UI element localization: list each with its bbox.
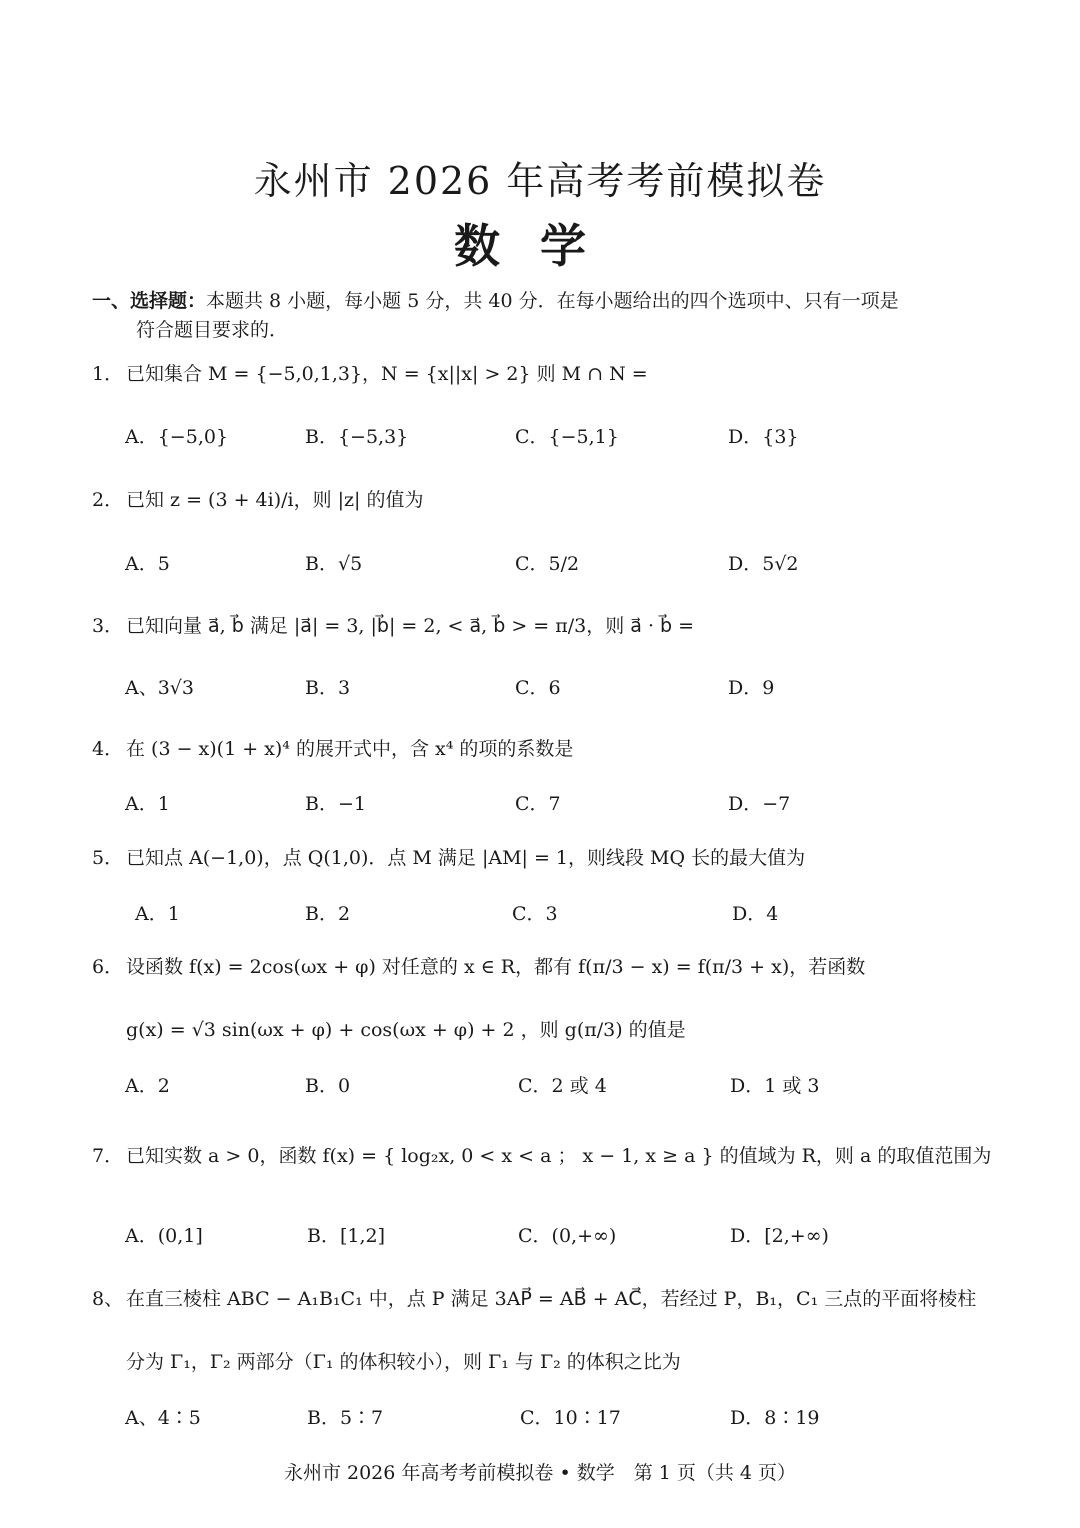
section-instructions-cont: 符合题目要求的． bbox=[136, 319, 289, 341]
option-c: C．10∶17 bbox=[520, 1407, 621, 1429]
option-a: A、4∶5 bbox=[125, 1407, 201, 1429]
page-footer: 永州市 2026 年高考考前模拟卷 • 数学 第 1 页（共 4 页） bbox=[283, 1462, 797, 1484]
option-a: A．(0,1] bbox=[125, 1225, 203, 1247]
question-stem: 已知 z = (3 + 4i)/i，则 |z| 的值为 bbox=[126, 489, 424, 511]
question-number: 3． bbox=[92, 615, 124, 637]
question-8-cont: 分为 Γ₁，Γ₂ 两部分（Γ₁ 的体积较小），则 Γ₁ 与 Γ₂ 的体积之比为 bbox=[126, 1351, 681, 1373]
option-d: D．1 或 3 bbox=[730, 1075, 820, 1097]
question-number: 8、 bbox=[92, 1288, 124, 1310]
exam-title: 永州市 2026 年高考考前模拟卷 bbox=[253, 159, 827, 203]
option-a: A、3√3 bbox=[125, 677, 195, 699]
question-4 bbox=[92, 735, 1012, 763]
option-b: B．−1 bbox=[305, 793, 366, 815]
section-heading bbox=[92, 287, 992, 345]
option-a: A．1 bbox=[135, 903, 180, 925]
option-b: B．0 bbox=[305, 1075, 351, 1097]
question-number: 4． bbox=[92, 738, 124, 760]
question-stem: 设函数 f(x) = 2cos(ωx + φ) 对任意的 x ∈ R，都有 f(π/3 − x) = f(π/3 + x)，若函数 bbox=[126, 956, 866, 978]
option-a: A．1 bbox=[125, 793, 170, 815]
option-d: D．5√2 bbox=[728, 553, 799, 575]
option-c: C．7 bbox=[515, 793, 561, 815]
option-c: C．{−5,1} bbox=[515, 426, 619, 448]
question-8 bbox=[92, 1285, 1012, 1313]
option-a: A．2 bbox=[125, 1075, 170, 1097]
option-a: A．5 bbox=[125, 553, 170, 575]
question-3 bbox=[92, 612, 1012, 640]
option-b: B．[1,2] bbox=[307, 1225, 386, 1247]
question-1 bbox=[92, 360, 1012, 388]
option-b: B．2 bbox=[305, 903, 351, 925]
option-a: A．{−5,0} bbox=[125, 426, 229, 448]
option-c: C．(0,+∞) bbox=[518, 1225, 617, 1247]
question-stem: 已知集合 M = {−5,0,1,3}，N = {x||x| > 2} 则 M ∩ N = bbox=[126, 363, 648, 385]
section-instructions: 本题共 8 小题，每小题 5 分，共 40 分．在每小题给出的四个选项中、只有一项是 bbox=[206, 290, 899, 312]
option-b: B．√5 bbox=[305, 553, 363, 575]
question-6 bbox=[92, 953, 1012, 981]
question-2 bbox=[92, 486, 1012, 514]
question-stem: 已知向量 a⃗, b⃗ 满足 |a⃗| = 3, |b⃗| = 2, < a⃗, b⃗ > = π/3，则 a⃗ · b⃗ = bbox=[126, 615, 695, 637]
question-6-cont: g(x) = √3 sin(ωx + φ) + cos(ωx + φ) + 2 ，则 g(π/3) 的值是 bbox=[126, 1019, 686, 1041]
question-stem: 在 (3 − x)(1 + x)⁴ 的展开式中，含 x⁴ 的项的系数是 bbox=[126, 738, 574, 760]
option-c: C．3 bbox=[512, 903, 558, 925]
option-d: D．9 bbox=[728, 677, 775, 699]
question-stem: 已知点 A(−1,0)，点 Q(1,0)．点 M 满足 |AM| = 1，则线段 MQ 长的最大值为 bbox=[126, 847, 806, 869]
option-b: B．3 bbox=[305, 677, 351, 699]
subject-title: 数学 bbox=[454, 219, 626, 273]
section-label: 一、选择题： bbox=[92, 290, 207, 312]
option-b: B．{−5,3} bbox=[305, 426, 409, 448]
option-c: C．5/2 bbox=[515, 553, 580, 575]
question-number: 2． bbox=[92, 489, 124, 511]
option-d: D．8∶19 bbox=[730, 1407, 820, 1429]
question-stem: 已知实数 a > 0，函数 f(x) = { log₂x, 0 < x < a ； x − 1, x ≥ a } 的值域为 R，则 a 的取值范围为 bbox=[126, 1145, 992, 1167]
question-7 bbox=[92, 1142, 1012, 1170]
option-d: D．4 bbox=[732, 903, 779, 925]
question-5 bbox=[92, 844, 1012, 872]
question-number: 7． bbox=[92, 1145, 124, 1167]
option-d: D．{3} bbox=[728, 426, 799, 448]
option-c: C．6 bbox=[515, 677, 561, 699]
question-number: 6． bbox=[92, 956, 124, 978]
question-stem: 在直三棱柱 ABC − A₁B₁C₁ 中，点 P 满足 3AP⃗ = AB⃗ + AC⃗，若经过 P，B₁，C₁ 三点的平面将棱柱 bbox=[126, 1288, 977, 1310]
option-d: D．[2,+∞) bbox=[730, 1225, 829, 1247]
question-number: 5． bbox=[92, 847, 124, 869]
option-b: B．5∶7 bbox=[307, 1407, 384, 1429]
option-c: C．2 或 4 bbox=[518, 1075, 607, 1097]
option-d: D．−7 bbox=[728, 793, 791, 815]
question-number: 1． bbox=[92, 363, 124, 385]
